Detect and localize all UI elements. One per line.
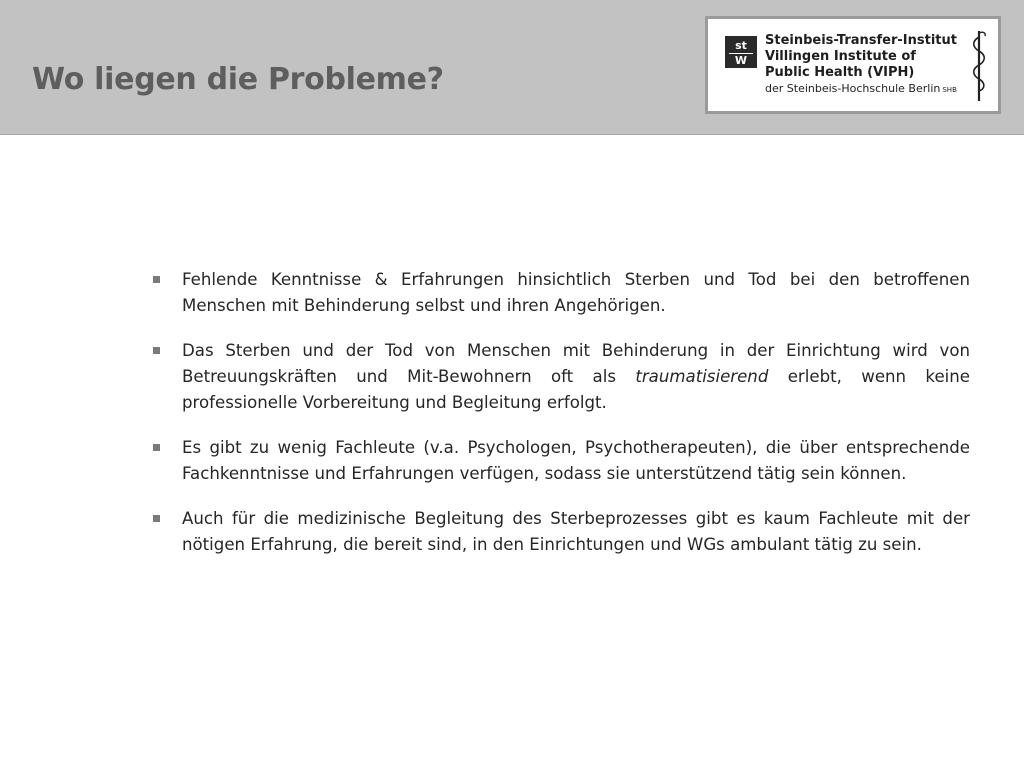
bullet-text-after: erlebt, wenn keine professionelle Vorbereitung und Begleitung erfolgt. — [182, 367, 970, 412]
logo-mark-bottom: W — [729, 53, 753, 67]
logo-line-4-text: der Steinbeis-Hochschule Berlin — [765, 82, 941, 95]
list-item — [150, 435, 970, 487]
square-bullet-icon — [153, 276, 160, 283]
stw-logo-mark — [725, 36, 757, 68]
list-item — [150, 338, 970, 416]
square-bullet-icon — [153, 515, 160, 522]
bullet-text-before: Das Sterben und der Tod von Menschen mit Behinderung in der Einrichtung wird von Betreuungskräften und Mit-Bewohnern oft als — [182, 341, 970, 386]
logo-line-3: Public Health (VIPH) — [765, 65, 915, 80]
list-item — [150, 506, 970, 558]
bullet-text: Auch für die medizinische Begleitung des Sterbeprozesses gibt es kaum Fachleute mit der nötigen Erfahrung, die bereit sind, in den Einrichtungen und WGs ambulant tätig zu sein. — [182, 509, 970, 554]
bullet-emphasis: traumatisierend — [635, 367, 769, 386]
square-bullet-icon — [153, 444, 160, 451]
slide-header — [0, 0, 1024, 135]
rod-of-asclepius-icon — [970, 27, 988, 103]
logo-line-2: Villingen Institute of — [765, 49, 916, 64]
logo-line-4-suffix: SHB — [942, 86, 957, 94]
bullet-list — [150, 267, 970, 577]
logo-line-1: Steinbeis-Transfer-Institut — [765, 33, 957, 48]
bullet-text: Fehlende Kenntnisse & Erfahrungen hinsichtlich Sterben und Tod bei den betroffenen Menschen mit Behinderung selbst und ihren Angehörigen. — [182, 270, 970, 315]
logo-text — [765, 33, 957, 98]
slide-title: Wo liegen die Probleme? — [32, 62, 444, 97]
list-item — [150, 267, 970, 319]
bullet-text: Es gibt zu wenig Fachleute (v.a. Psychologen, Psychotherapeuten), die über entsprechende Fachkenntnisse und Erfahrungen verfügen, sodass sie unterstützend tätig sein können. — [182, 438, 970, 483]
square-bullet-icon — [153, 347, 160, 354]
logo-line-4 — [765, 81, 957, 98]
logo-mark-top: st — [735, 39, 747, 52]
institute-logo — [705, 16, 1001, 114]
